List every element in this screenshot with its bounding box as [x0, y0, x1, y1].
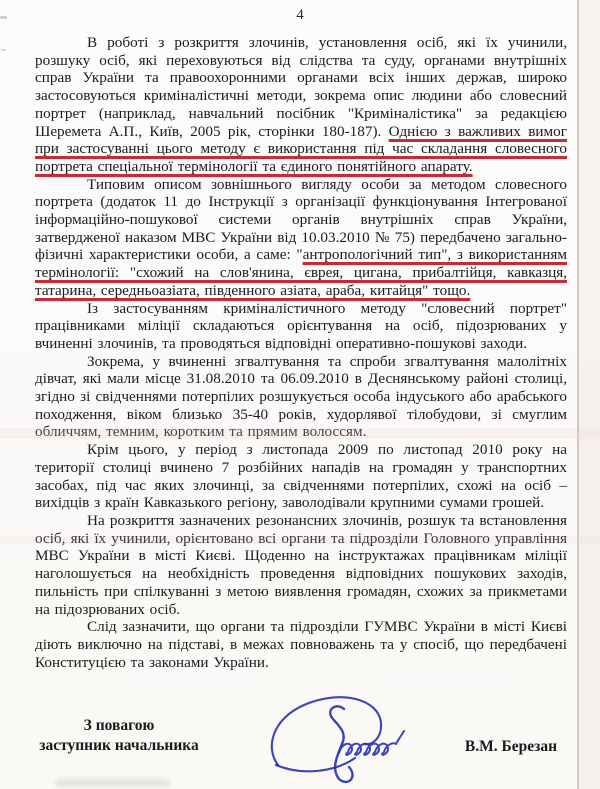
scan-artifact-speck	[1, 49, 6, 51]
page-number: 4	[296, 7, 304, 23]
signature-icon	[256, 689, 408, 789]
paragraph: Слід зазначити, що органи та підрозділи ГУМВС України в місті Києві діють виключно на підставі, в межах повноважень та у спосіб, що передбачені Конституцією та законами України.	[35, 618, 567, 671]
scan-artifact-streak	[0, 428, 600, 439]
paragraph: Зокрема, у вчиненні згвалтування та спроби згвалтування малолітніх дівчат, які мали місце 31.08.2010 та 06.09.2010 в Деснянському районі столиці, згідно зі свідченнями потерпілих розшукується особа індуського або арабського походження, віком близько 35-40 років, худорлявої тілобудови, зі смуглим обличчям, темним, коротким та прямим волоссям.	[35, 352, 567, 441]
underlined-text: Однією з важливих вимог при застосуванні цього методу є використання під час складання словесного портрета спеціальної термінології та єдиного понятійного апарату.	[35, 122, 567, 175]
paragraph: На розкриття зазначених резонансних злочинів, розшук та встановлення осіб, які їх учинили, орієнтовано всі органи та підрозділи Головного управління МВС України в місті Києві. Щоденно на інструктажах працівникам міліції наголошується на необхідність проведення відповідних пошукових заходів, пильність при спілкуванні з метою виявлення громадян, схожих за прикметами на підозрюваних осіб.	[35, 511, 567, 618]
salutation: З повагою	[83, 717, 155, 734]
paragraph: Типовим описом зовнішнього вигляду особи за методом словесного портрета (додаток 11 до Інструкції з організації функціонування Інтегрованої інформаційно-пошукової системи органів внутрішніх справ України, затвердженої наказом МВС України від 10.03.2010 № 75) передбачено загально-фізичні характеристики особи, а саме: "антропологічний тип", з використанням термінології: "схожий на слов'янина, єврея, цигана, прибалтійця, кавказця, татарина, середньоазіата, південного азіата, араба, китайця" тощо.	[35, 175, 567, 299]
scan-artifact-right-edge-line	[577, 0, 579, 789]
scan-artifact-right-band	[579, 0, 600, 789]
document-body	[35, 34, 567, 671]
paragraph: Із застосуванням криміналістичного методу "словесний портрет" працівниками міліції складаються орієнтування на осіб, підозрюваних у вчиненні злочинів, та проводяться відповідні оперативно-пошукові заходи.	[35, 299, 567, 352]
scan-artifact-smudge	[55, 779, 170, 787]
paragraph: В роботі з розкриття злочинів, установлення осіб, які їх учинили, розшуку осіб, які переховуються від слідства та суду, органами внутрішніх справ України та правоохоронними органами всіх інших держав, широко застосовуються криміналістичні методи, зокрема опис людини або словесний портрет (наприклад, навчальний посібник "Криміналістика" за редакцією Шеремета А.П., Київ, 2005 рік, сторінки 180-187). Однією з важливих вимог при застосуванні цього методу є використання під час складання словесного портрета спеціальної термінології та єдиного понятійного апарату.	[35, 34, 567, 175]
closing-block	[33, 716, 205, 756]
position-title: заступник начальника	[39, 737, 199, 754]
scan-artifact-streak	[0, 536, 600, 544]
scan-artifact-speck	[0, 16, 7, 19]
signer-name: В.М. Березан	[464, 738, 558, 755]
underlined-text: антропологічний тип", з використанням термінології: "схожий на слов'янина, єврея, цигана, прибалтійця, кавказця, татарина, середньоазіата, південного азіата, араба, китайця" тощо.	[35, 246, 567, 299]
paragraph: Крім цього, у період з листопада 2009 по листопад 2010 року на території столиці вчинено 7 розбійних нападів на громадян у транспортних засобах, під час яких злочинці, за свідченнями потерпілих, схожі на осіб – вихідців з країн Кавказького регіону, заволодівали крупними сумами грошей.	[35, 441, 567, 512]
